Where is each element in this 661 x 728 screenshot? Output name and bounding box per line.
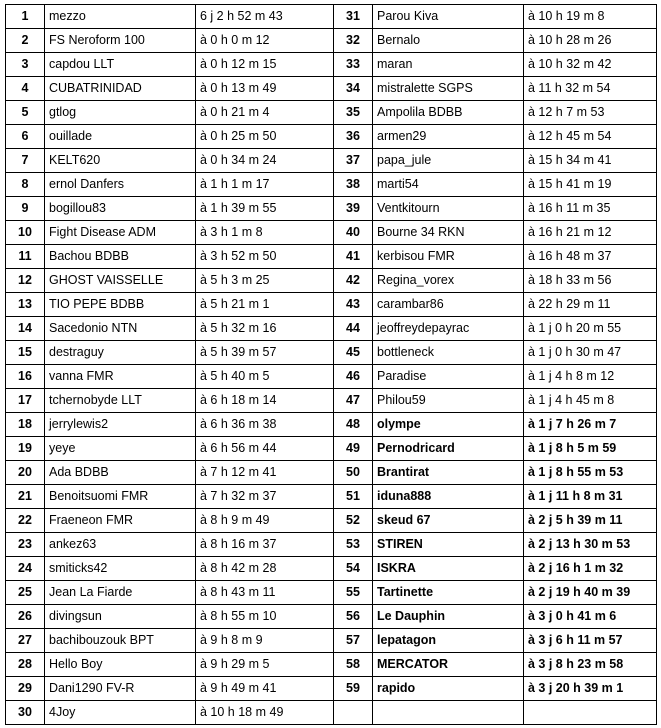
rank-cell: 21 (6, 485, 45, 509)
time-cell: à 8 h 55 m 10 (196, 605, 334, 629)
table-row (6, 269, 657, 293)
table-row (6, 389, 657, 413)
time-cell: à 5 h 3 m 25 (196, 269, 334, 293)
rank-cell: 13 (6, 293, 45, 317)
name-cell: gtlog (45, 101, 196, 125)
table-row (6, 701, 657, 725)
time-cell: à 16 h 48 m 37 (524, 245, 657, 269)
name-cell: skeud 67 (373, 509, 524, 533)
name-cell: tchernobyde LLT (45, 389, 196, 413)
time-cell: à 0 h 0 m 12 (196, 29, 334, 53)
time-cell: à 0 h 21 m 4 (196, 101, 334, 125)
table-row (6, 197, 657, 221)
time-cell: à 1 j 8 h 55 m 53 (524, 461, 657, 485)
table-row (6, 125, 657, 149)
name-cell: yeye (45, 437, 196, 461)
name-cell: Brantirat (373, 461, 524, 485)
rank-cell: 56 (334, 605, 373, 629)
rank-cell: 36 (334, 125, 373, 149)
rank-cell: 6 (6, 125, 45, 149)
time-cell: à 1 j 11 h 8 m 31 (524, 485, 657, 509)
rank-cell: 52 (334, 509, 373, 533)
name-cell: ISKRA (373, 557, 524, 581)
time-cell: à 1 j 7 h 26 m 7 (524, 413, 657, 437)
time-cell: à 12 h 45 m 54 (524, 125, 657, 149)
time-cell: à 2 j 19 h 40 m 39 (524, 581, 657, 605)
table-row (6, 341, 657, 365)
table-row (6, 77, 657, 101)
name-cell: STIREN (373, 533, 524, 557)
time-cell: à 2 j 13 h 30 m 53 (524, 533, 657, 557)
table-row (6, 437, 657, 461)
name-cell: Benoitsuomi FMR (45, 485, 196, 509)
time-cell: à 8 h 16 m 37 (196, 533, 334, 557)
table-row (6, 509, 657, 533)
rank-cell: 35 (334, 101, 373, 125)
rank-cell: 47 (334, 389, 373, 413)
name-cell: Pernodricard (373, 437, 524, 461)
rank-cell: 26 (6, 605, 45, 629)
time-cell: à 9 h 49 m 41 (196, 677, 334, 701)
rank-cell: 59 (334, 677, 373, 701)
name-cell: MERCATOR (373, 653, 524, 677)
name-cell: CUBATRINIDAD (45, 77, 196, 101)
table-row (6, 629, 657, 653)
table-row (6, 101, 657, 125)
rank-cell: 1 (6, 5, 45, 29)
name-cell: destraguy (45, 341, 196, 365)
name-cell: bachibouzouk BPT (45, 629, 196, 653)
time-cell: à 8 h 42 m 28 (196, 557, 334, 581)
table-row (6, 653, 657, 677)
name-cell: rapido (373, 677, 524, 701)
name-cell: Regina_vorex (373, 269, 524, 293)
name-cell: armen29 (373, 125, 524, 149)
name-cell: Ada BDBB (45, 461, 196, 485)
rank-cell: 10 (6, 221, 45, 245)
time-cell: à 2 j 5 h 39 m 11 (524, 509, 657, 533)
table-row (6, 173, 657, 197)
name-cell: Parou Kiva (373, 5, 524, 29)
name-cell: Sacedonio NTN (45, 317, 196, 341)
name-cell: maran (373, 53, 524, 77)
name-cell: GHOST VAISSELLE (45, 269, 196, 293)
time-cell: à 10 h 19 m 8 (524, 5, 657, 29)
time-cell: à 9 h 29 m 5 (196, 653, 334, 677)
name-cell: papa_jule (373, 149, 524, 173)
time-cell: à 15 h 41 m 19 (524, 173, 657, 197)
name-cell: KELT620 (45, 149, 196, 173)
name-cell: Fight Disease ADM (45, 221, 196, 245)
time-cell: à 8 h 9 m 49 (196, 509, 334, 533)
rank-cell: 46 (334, 365, 373, 389)
time-cell: à 5 h 39 m 57 (196, 341, 334, 365)
name-cell: Bachou BDBB (45, 245, 196, 269)
name-cell: bottleneck (373, 341, 524, 365)
table-row (6, 245, 657, 269)
rank-cell: 40 (334, 221, 373, 245)
table-row (6, 581, 657, 605)
rank-cell: 27 (6, 629, 45, 653)
time-cell: à 1 j 8 h 5 m 59 (524, 437, 657, 461)
name-cell: FS Neroform 100 (45, 29, 196, 53)
time-cell: à 9 h 8 m 9 (196, 629, 334, 653)
table-row (6, 557, 657, 581)
rank-cell: 31 (334, 5, 373, 29)
time-cell: à 3 j 0 h 41 m 6 (524, 605, 657, 629)
name-cell: ouillade (45, 125, 196, 149)
rank-cell: 29 (6, 677, 45, 701)
time-cell: à 12 h 7 m 53 (524, 101, 657, 125)
name-cell: Dani1290 FV-R (45, 677, 196, 701)
rank-cell: 9 (6, 197, 45, 221)
results-body (6, 5, 657, 725)
rank-cell: 57 (334, 629, 373, 653)
time-cell: à 3 h 52 m 50 (196, 245, 334, 269)
table-row (6, 29, 657, 53)
time-cell: à 1 j 0 h 20 m 55 (524, 317, 657, 341)
time-cell: 6 j 2 h 52 m 43 (196, 5, 334, 29)
table-row (6, 5, 657, 29)
empty-cell (373, 701, 524, 725)
rank-cell: 17 (6, 389, 45, 413)
rank-cell: 20 (6, 461, 45, 485)
name-cell: iduna888 (373, 485, 524, 509)
name-cell: vanna FMR (45, 365, 196, 389)
time-cell: à 10 h 28 m 26 (524, 29, 657, 53)
rank-cell: 53 (334, 533, 373, 557)
name-cell: Jean La Fiarde (45, 581, 196, 605)
name-cell: lepatagon (373, 629, 524, 653)
name-cell: olympe (373, 413, 524, 437)
time-cell: à 1 h 39 m 55 (196, 197, 334, 221)
name-cell: TIO PEPE BDBB (45, 293, 196, 317)
time-cell: à 15 h 34 m 41 (524, 149, 657, 173)
rank-cell: 50 (334, 461, 373, 485)
table-row (6, 677, 657, 701)
rank-cell: 33 (334, 53, 373, 77)
rank-cell: 41 (334, 245, 373, 269)
rank-cell: 51 (334, 485, 373, 509)
name-cell: mezzo (45, 5, 196, 29)
name-cell: Tartinette (373, 581, 524, 605)
rank-cell: 25 (6, 581, 45, 605)
time-cell: à 3 j 20 h 39 m 1 (524, 677, 657, 701)
name-cell: ernol Danfers (45, 173, 196, 197)
rank-cell: 16 (6, 365, 45, 389)
rank-cell: 18 (6, 413, 45, 437)
time-cell: à 10 h 18 m 49 (196, 701, 334, 725)
time-cell: à 11 h 32 m 54 (524, 77, 657, 101)
time-cell: à 1 j 4 h 45 m 8 (524, 389, 657, 413)
name-cell: mistralette SGPS (373, 77, 524, 101)
time-cell: à 8 h 43 m 11 (196, 581, 334, 605)
rank-cell: 45 (334, 341, 373, 365)
name-cell: ankez63 (45, 533, 196, 557)
name-cell: 4Joy (45, 701, 196, 725)
time-cell: à 0 h 12 m 15 (196, 53, 334, 77)
time-cell: à 16 h 11 m 35 (524, 197, 657, 221)
time-cell: à 1 j 4 h 8 m 12 (524, 365, 657, 389)
name-cell: carambar86 (373, 293, 524, 317)
time-cell: à 1 j 0 h 30 m 47 (524, 341, 657, 365)
time-cell: à 18 h 33 m 56 (524, 269, 657, 293)
name-cell: jeoffreydepayrac (373, 317, 524, 341)
time-cell: à 22 h 29 m 11 (524, 293, 657, 317)
time-cell: à 5 h 21 m 1 (196, 293, 334, 317)
time-cell: à 0 h 34 m 24 (196, 149, 334, 173)
name-cell: kerbisou FMR (373, 245, 524, 269)
time-cell: à 2 j 16 h 1 m 32 (524, 557, 657, 581)
rank-cell: 23 (6, 533, 45, 557)
table-row (6, 293, 657, 317)
name-cell: capdou LLT (45, 53, 196, 77)
rank-cell: 7 (6, 149, 45, 173)
rank-cell: 22 (6, 509, 45, 533)
rank-cell: 14 (6, 317, 45, 341)
rank-cell: 24 (6, 557, 45, 581)
rank-cell: 55 (334, 581, 373, 605)
name-cell: bogillou83 (45, 197, 196, 221)
table-row (6, 461, 657, 485)
name-cell: Ampolila BDBB (373, 101, 524, 125)
empty-cell (334, 701, 373, 725)
rank-cell: 12 (6, 269, 45, 293)
rank-cell: 3 (6, 53, 45, 77)
rank-cell: 32 (334, 29, 373, 53)
name-cell: marti54 (373, 173, 524, 197)
rank-cell: 15 (6, 341, 45, 365)
rank-cell: 44 (334, 317, 373, 341)
rank-cell: 28 (6, 653, 45, 677)
time-cell: à 6 h 18 m 14 (196, 389, 334, 413)
table-row (6, 413, 657, 437)
rank-cell: 48 (334, 413, 373, 437)
rank-cell: 43 (334, 293, 373, 317)
table-row (6, 149, 657, 173)
name-cell: Le Dauphin (373, 605, 524, 629)
name-cell: Paradise (373, 365, 524, 389)
rank-cell: 2 (6, 29, 45, 53)
table-row (6, 533, 657, 557)
table-row (6, 365, 657, 389)
time-cell: à 6 h 56 m 44 (196, 437, 334, 461)
time-cell: à 3 j 6 h 11 m 57 (524, 629, 657, 653)
time-cell: à 0 h 13 m 49 (196, 77, 334, 101)
name-cell: Bernalo (373, 29, 524, 53)
name-cell: Bourne 34 RKN (373, 221, 524, 245)
empty-cell (524, 701, 657, 725)
results-table (5, 4, 657, 725)
time-cell: à 5 h 32 m 16 (196, 317, 334, 341)
time-cell: à 3 j 8 h 23 m 58 (524, 653, 657, 677)
time-cell: à 16 h 21 m 12 (524, 221, 657, 245)
time-cell: à 3 h 1 m 8 (196, 221, 334, 245)
rank-cell: 39 (334, 197, 373, 221)
time-cell: à 10 h 32 m 42 (524, 53, 657, 77)
rank-cell: 11 (6, 245, 45, 269)
table-row (6, 53, 657, 77)
table-row (6, 221, 657, 245)
time-cell: à 7 h 32 m 37 (196, 485, 334, 509)
name-cell: Philou59 (373, 389, 524, 413)
rank-cell: 19 (6, 437, 45, 461)
table-row (6, 605, 657, 629)
rank-cell: 42 (334, 269, 373, 293)
time-cell: à 0 h 25 m 50 (196, 125, 334, 149)
rank-cell: 8 (6, 173, 45, 197)
time-cell: à 7 h 12 m 41 (196, 461, 334, 485)
name-cell: smiticks42 (45, 557, 196, 581)
rank-cell: 4 (6, 77, 45, 101)
rank-cell: 38 (334, 173, 373, 197)
name-cell: divingsun (45, 605, 196, 629)
rank-cell: 5 (6, 101, 45, 125)
time-cell: à 6 h 36 m 38 (196, 413, 334, 437)
rank-cell: 30 (6, 701, 45, 725)
table-row (6, 317, 657, 341)
rank-cell: 58 (334, 653, 373, 677)
rank-cell: 37 (334, 149, 373, 173)
table-row (6, 485, 657, 509)
name-cell: Fraeneon FMR (45, 509, 196, 533)
time-cell: à 1 h 1 m 17 (196, 173, 334, 197)
name-cell: Hello Boy (45, 653, 196, 677)
rank-cell: 49 (334, 437, 373, 461)
rank-cell: 34 (334, 77, 373, 101)
time-cell: à 5 h 40 m 5 (196, 365, 334, 389)
name-cell: Ventkitourn (373, 197, 524, 221)
rank-cell: 54 (334, 557, 373, 581)
name-cell: jerrylewis2 (45, 413, 196, 437)
